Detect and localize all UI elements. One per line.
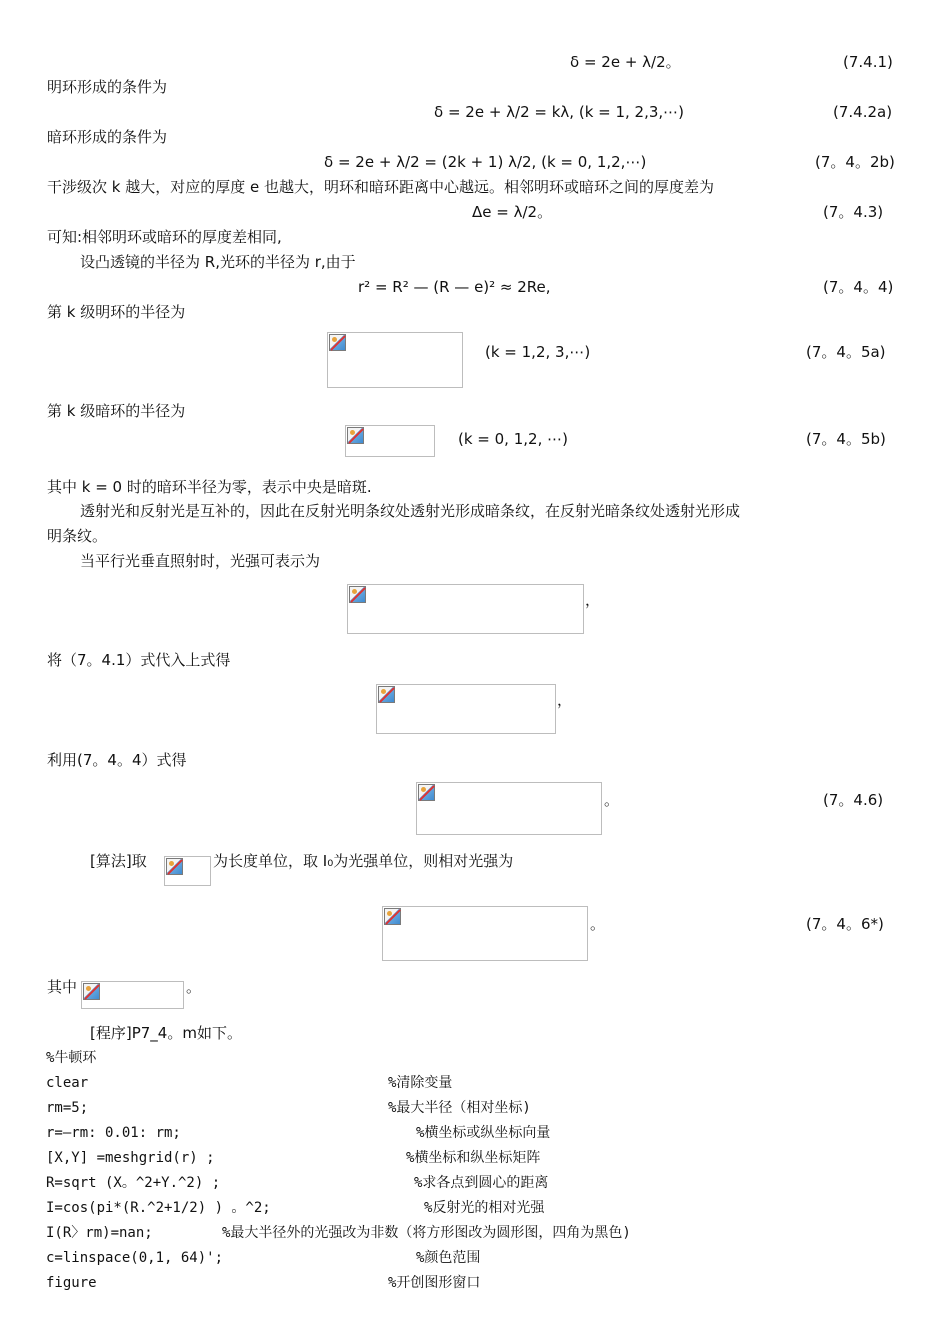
code-comment: %横坐标或纵坐标向量 [416, 1125, 551, 1141]
broken-image-icon [384, 908, 401, 925]
equation-number-7-4-5a: (7。4。5a) [806, 343, 886, 361]
equation-number-7-4-1: (7.4.1) [843, 53, 893, 71]
broken-image-icon [329, 334, 346, 351]
algorithm-suffix: 为长度单位，取 I₀为光强单位，则相对光强为 [213, 852, 514, 870]
code-comment: %开创图形窗口 [388, 1275, 481, 1291]
paragraph-interference-order: 干涉级次 k 越大，对应的厚度 e 也越大，明环和暗环距离中心越远。相邻明环或暗环之间的厚度差为 [47, 178, 714, 196]
paragraph-dark-center: 其中 k = 0 时的暗环半径为零，表示中央是暗斑. [47, 478, 372, 496]
equation-7-4-5a-condition: (k = 1,2, 3,⋯) [485, 343, 591, 361]
dark-condition-label: 暗环形成的条件为 [47, 128, 168, 146]
code-line: r=—rm: 0.01: rm; [46, 1125, 181, 1141]
code-line: figure [46, 1275, 97, 1291]
code-line: %牛顿环 [46, 1050, 97, 1066]
code-comment: %清除变量 [388, 1075, 453, 1091]
code-line: R=sqrt (X。^2+Y.^2) ; [46, 1175, 221, 1191]
paragraph-thickness-same: 可知:相邻明环或暗环的厚度差相同, [47, 228, 282, 246]
code-line: I(R〉rm)=nan; [46, 1225, 153, 1241]
punctuation: ， [557, 691, 573, 709]
equation-7-4-2b: δ = 2e + λ/2 = (2k + 1) λ/2, (k = 0, 1,2,⋯) [324, 153, 647, 171]
punctuation: 。 [186, 978, 202, 996]
equation-7-4-4: r² = R² — (R — e)² ≈ 2Re, [358, 278, 551, 296]
substituted-formula-image [376, 684, 556, 734]
code-comment: %求各点到圆心的距离 [414, 1175, 549, 1191]
punctuation: ， [585, 591, 601, 609]
code-comment: %反射光的相对光强 [424, 1200, 545, 1216]
paragraph-use-7-4-4: 利用(7。4。4）式得 [47, 751, 187, 769]
length-unit-image [164, 856, 211, 886]
paragraph-complementary-line1: 透射光和反射光是互补的，因此在反射光明条纹处透射光形成暗条纹，在反射光暗条纹处透射光形成 [80, 502, 741, 520]
broken-image-icon [347, 427, 364, 444]
equation-7-4-6-star-image [382, 906, 588, 961]
algorithm-prefix: [算法]取 [90, 852, 147, 870]
code-line: rm=5; [46, 1100, 89, 1116]
paragraph-complementary-line2: 明条纹。 [47, 527, 108, 545]
code-comment: %最大半径外的光强改为非数（将方形图改为圆形图，四角为黑色) [222, 1225, 631, 1241]
program-title: [程序]P7_4。m如下。 [90, 1024, 242, 1042]
paragraph-substitute: 将（7。4.1）式代入上式得 [47, 651, 231, 669]
code-comment: %横坐标和纵坐标矩阵 [406, 1150, 541, 1166]
code-line: [X,Y] =meshgrid(r) ; [46, 1150, 215, 1166]
punctuation: 。 [604, 791, 620, 809]
dark-radius-label: 第 k 级暗环的半径为 [47, 402, 186, 420]
equation-number-7-4-2a: (7.4.2a) [833, 103, 893, 121]
equation-number-7-4-5b: (7。4。5b) [806, 430, 886, 448]
broken-image-icon [166, 858, 183, 875]
bright-condition-label: 明环形成的条件为 [47, 78, 168, 96]
equation-7-4-5b-condition: (k = 0, 1,2, ⋯) [458, 430, 568, 448]
code-line: I=cos(pi*(R.^2+1/2) ) 。^2; [46, 1200, 271, 1216]
paragraph-parallel-light: 当平行光垂直照射时，光强可表示为 [80, 552, 321, 570]
punctuation: 。 [590, 915, 606, 933]
equation-number-7-4-6: (7。4.6) [823, 791, 884, 809]
equation-7-4-1: δ = 2e + λ/2。 [570, 53, 681, 71]
equation-7-4-2a: δ = 2e + λ/2 = kλ, (k = 1, 2,3,⋯) [434, 103, 685, 121]
code-comment: %最大半径（相对坐标) [388, 1100, 531, 1116]
equation-number-7-4-4: (7。4。4) [823, 278, 894, 296]
code-line: clear [46, 1075, 89, 1091]
broken-image-icon [349, 586, 366, 603]
where-prefix: 其中 [47, 978, 78, 996]
equation-7-4-5a-image [327, 332, 463, 388]
where-definition-image [81, 981, 184, 1009]
equation-number-7-4-6-star: (7。4。6*) [806, 915, 884, 933]
equation-number-7-4-2b: (7。4。2b) [815, 153, 895, 171]
equation-7-4-3: Δe = λ/2。 [472, 203, 553, 221]
bright-radius-label: 第 k 级明环的半径为 [47, 303, 186, 321]
equation-7-4-6-image [416, 782, 602, 835]
broken-image-icon [83, 983, 100, 1000]
broken-image-icon [378, 686, 395, 703]
code-comment: %颜色范围 [416, 1250, 481, 1266]
paragraph-lens-radius: 设凸透镜的半径为 R,光环的半径为 r,由于 [80, 253, 356, 271]
equation-number-7-4-3: (7。4.3) [823, 203, 884, 221]
equation-7-4-5b-image [345, 425, 435, 457]
code-line: c=linspace(0,1, 64)'; [46, 1250, 224, 1266]
intensity-formula-image [347, 584, 584, 634]
broken-image-icon [418, 784, 435, 801]
